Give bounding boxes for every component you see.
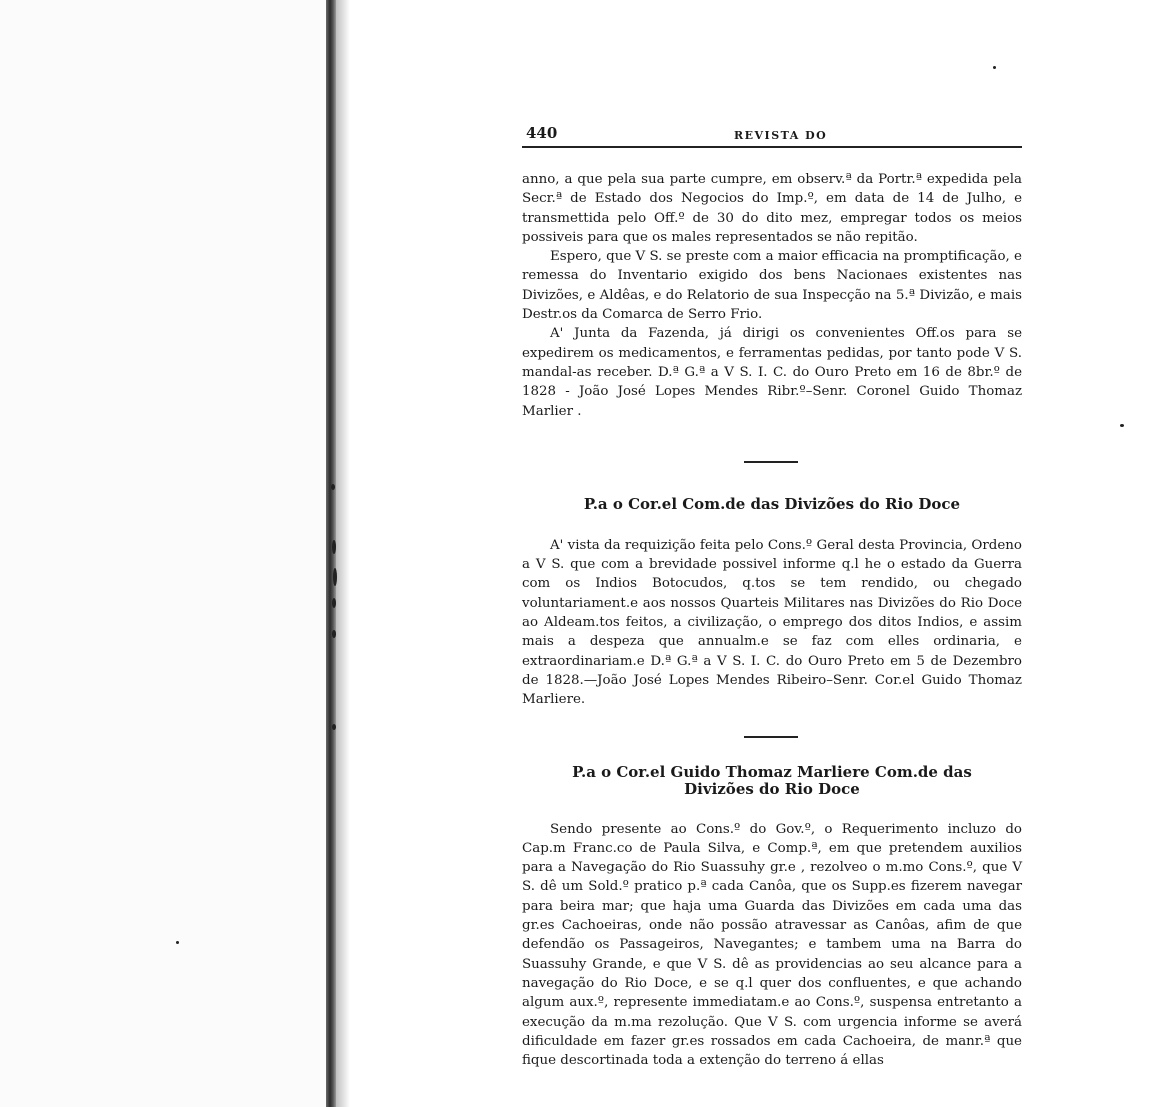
letter2-paragraph-1: A' vista da requizição feita pelo Cons.º Geral desta Provincia, Ordeno a V S. que com a brevidade possivel informe q.l he o estado da Guerra com os Indios Botocudos, q.tos se tem rendido, ou chegado voluntariament.e aos nossos Quarteis Militares nas Divizões do Rio Doce ao Aldeam.tos feitos, a civilização, o emprego dos ditos Indios, e assim mais a despeza que annualm.e se faz com elles ordinaria, e extraordinariam.e D.ª G.ª a V S. I. C. do Ouro Preto em 5 de Dezembro de 1828.—João José Lopes Mendes Ribeiro–Senr. Cor.el Guido Thomaz Marliere. bbox=[522, 537, 1022, 708]
scan-speck bbox=[333, 568, 337, 586]
letter1-paragraph-3: A' Junta da Fazenda, já dirigi os convenientes Off.os para se expedirem os medicamentos, e ferramentas pedidas, por tanto pode V S. mandal-as receber. D.ª G.ª a V S. I. C. do Ouro Preto em 16 de 8br.º de 1828 - João José Lopes Mendes Ribr.º–Senr. Coronel Guido Thomaz Marlier . bbox=[522, 326, 1022, 419]
letter3-title-line-2: Divizões do Rio Doce bbox=[684, 779, 860, 798]
section-divider bbox=[744, 461, 798, 463]
page-header bbox=[522, 120, 1022, 148]
scan-speck bbox=[332, 540, 336, 554]
scan-speck bbox=[1120, 424, 1124, 427]
letter1-paragraph-2: Espero, que V S. se preste com a maior efficacia na promptificação, e remessa do Inventario exigido dos bens Nacionaes existentes nas Divizões, e Aldêas, e do Relatorio de sua Inspecção na 5.ª Divizão, e mais Destr.os da Comarca de Serro Frio. bbox=[522, 249, 1022, 323]
running-head: REVISTA DO bbox=[734, 129, 828, 142]
scan-speck bbox=[332, 598, 336, 608]
letter3-paragraph-1: Sendo presente ao Cons.º do Gov.º, o Requerimento incluzo do Cap.m Franc.co de Paula Silva, e Comp.ª, em que pretendem auxilios para a Navegação do Rio Suassuhy gr.e , rezolveo o m.mo Cons.º, que V S. dê um Sold.º pratico p.ª cada Canôa, que os Supp.es fizerem navegar para beira mar; que haja uma Guarda das Divizões em cada uma das gr.es Cachoeiras, onde não possão atravessar as Canôas, afim de que defendão os Passageiros, Navegantes; e tambem uma na Barra do Suassuhy Grande, e que V S. dê as providencias ao seu alcance para a navegação do Rio Doce, e se q.l quer dos confluentes, e que achando algum aux.º, represente immediatam.e ao Cons.º, suspensa entretanto a execução da m.ma rezolução. Que V S. com urgencia informe se averá dificuldade em fazer gr.es rossados em cada Cachoeira, de manr.ª que fique descortinada toda a extenção do terreno á ellas bbox=[522, 821, 1022, 1069]
scan-speck bbox=[332, 630, 336, 638]
gutter-shadow bbox=[336, 0, 350, 1107]
letter3-title-line-1: P.a o Cor.el Guido Thomaz Marliere Com.de das bbox=[572, 762, 972, 781]
scan-speck bbox=[993, 66, 996, 69]
letter1-paragraph-1: anno, a que pela sua parte cumpre, em observ.ª da Portr.ª expedida pela Secr.ª de Estado dos Negocios do Imp.º, em data de 14 de Julho, e transmettida pelo Off.º de 30 do dito mez, empregar todos os meios possiveis para que os males representados se não repitão. bbox=[522, 172, 1022, 245]
scan-speck bbox=[176, 941, 179, 944]
section-divider bbox=[744, 736, 798, 738]
book-page bbox=[522, 120, 1022, 1070]
scan-speck bbox=[331, 484, 335, 490]
page-number: 440 bbox=[526, 124, 558, 142]
scan-speck bbox=[332, 724, 336, 730]
facing-page-margin bbox=[0, 0, 326, 1107]
letter2-title: P.a o Cor.el Com.de das Divizões do Rio Doce bbox=[583, 494, 961, 513]
